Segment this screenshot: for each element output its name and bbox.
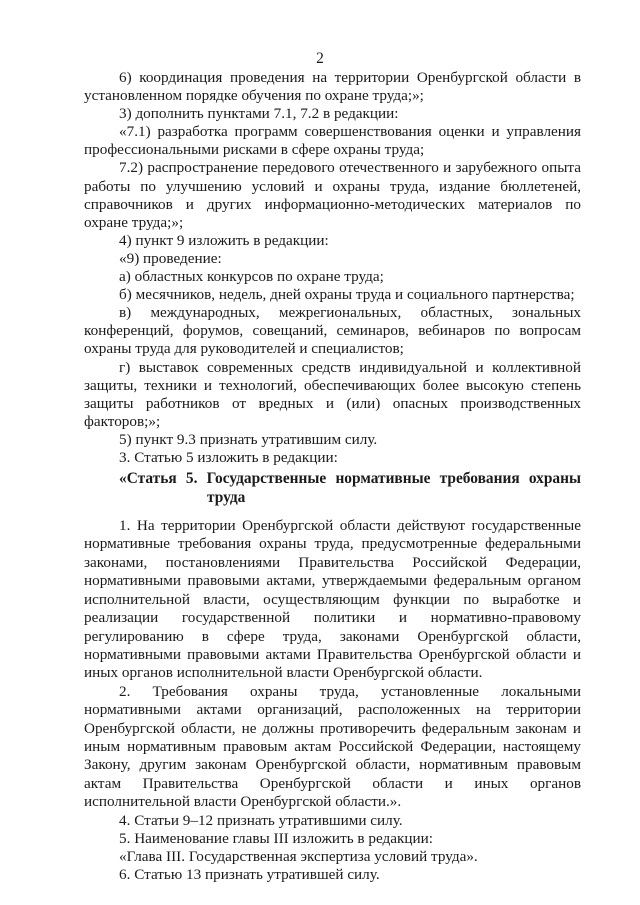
article-5-paragraph-1: 1. На территории Оренбургской области действуют государственные нормативные требования охраны труда, предусмотренные федеральными законами, постановлениями Правительства Российской Федерации, нормативными правовыми актами, утверждаемыми федеральным органом исполнительной власти, осуществляющим функции по выработке и реализации государственной политики и нормативно-правовому регулированию в сфере труда, законами Оренбургской области, нормативными правовыми актами Правительства Оренбургской области и иных органов исполнительной власти Оренбургской области.: [84, 517, 581, 682]
article-5-heading: [84, 470, 581, 507]
page-number: 2: [316, 50, 324, 67]
paragraph-item-6-coordination: 6) координация проведения на территории Оренбургской области в установленном порядке обучения по охране труда;»;: [84, 69, 581, 105]
article-5-heading-line-1: «Статья 5. Государственные нормативные требования охраны: [119, 470, 581, 488]
paragraph-article-13: 6. Статью 13 признать утратившей силу.: [119, 865, 380, 883]
paragraph-article-5-intro: 3. Статью 5 изложить в редакции:: [119, 448, 338, 466]
document-body: [84, 69, 581, 884]
paragraph-item-9: «9) проведение:: [119, 249, 222, 267]
paragraph-item-9-v: в) международных, межрегиональных, областных, зональных конференций, форумов, совещаний, семинаров, вебинаров по вопросам охраны труда для руководителей и специалистов;: [84, 304, 581, 358]
paragraph-amend-4: 4) пункт 9 изложить в редакции:: [119, 231, 329, 249]
paragraph-item-9-g: г) выставок современных средств индивидуальной и коллективной защиты, техники и технологий, обеспечивающих более высокую степень защиты работников от вредных и (или) опасных производственных факторов;»;: [84, 358, 581, 430]
paragraph-chapter-3-title: «Глава III. Государственная экспертиза условий труда».: [119, 847, 478, 865]
article-5-paragraph-2: 2. Требования охраны труда, установленные локальными нормативными актами организаций, расположенных на территории Оренбургской области, не должны противоречить федеральным законам и иным нормативным правовым актам Российской Федерации, настоящему Закону, другим законам Оренбургской области, нормативным правовым актам Правительства Оренбургской области и иных органов исполнительной власти Оренбургской области.».: [84, 682, 581, 811]
paragraph-chapter-3-name: 5. Наименование главы III изложить в редакции:: [119, 829, 433, 847]
paragraph-amend-3: 3) дополнить пунктами 7.1, 7.2 в редакции:: [119, 105, 399, 123]
paragraph-item-7-1: «7.1) разработка программ совершенствования оценки и управления профессиональными рисками в сфере охраны труда;: [84, 123, 581, 159]
article-5-heading-line-2: труда: [207, 488, 246, 506]
paragraph-item-9-a: а) областных конкурсов по охране труда;: [119, 268, 384, 286]
paragraph-amend-5: 5) пункт 9.3 признать утратившим силу.: [119, 430, 378, 448]
paragraph-articles-9-12: 4. Статьи 9–12 признать утратившими силу.: [119, 811, 403, 829]
paragraph-item-9-b: б) месячников, недель, дней охраны труда и социального партнерства;: [119, 286, 575, 304]
paragraph-item-7-2: 7.2) распространение передового отечественного и зарубежного опыта работы по улучшению условий и охраны труда, издание бюллетеней, справочников и других информационно-методических материалов по охране труда;»;: [84, 159, 581, 231]
